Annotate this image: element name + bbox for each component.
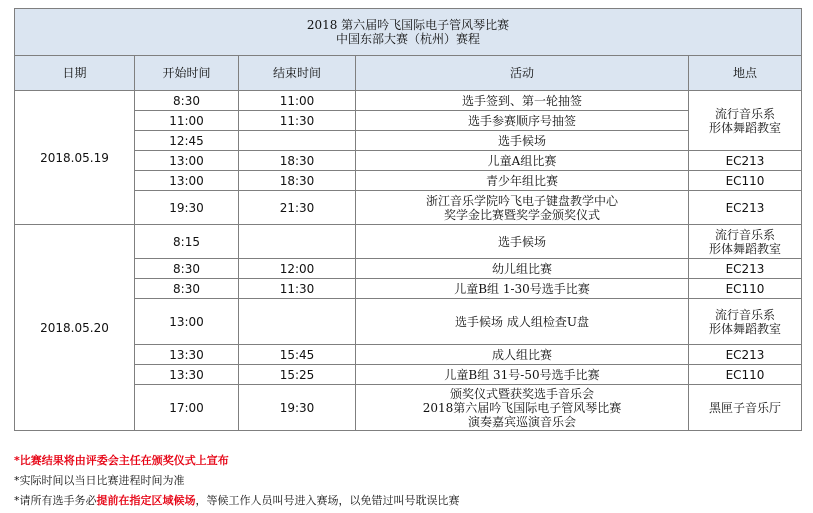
- title-line-2: 中国东部大赛（杭州）赛程: [335, 32, 480, 46]
- activity-line: 幼儿组比赛: [491, 261, 552, 276]
- location-cell: [689, 151, 802, 171]
- note-highlight: 提前在指定区域候场: [96, 494, 196, 507]
- location-line: 流行音乐系: [714, 106, 775, 121]
- activity-line: 儿童B组 1-30号选手比赛: [454, 281, 590, 296]
- title-line-1: 2018 第六届吟飞国际电子管风琴比赛: [306, 18, 510, 32]
- note-line: [14, 451, 804, 471]
- location-cell: [689, 259, 802, 279]
- location-line: 黑匣子音乐厅: [708, 400, 781, 415]
- location-line: EC110: [725, 173, 765, 188]
- activity-cell: [356, 111, 689, 131]
- activity-line: 演奏嘉宾巡演音乐会: [467, 414, 576, 429]
- location-cell: [689, 171, 802, 191]
- location-line: EC213: [725, 261, 765, 276]
- activity-line: 儿童B组 31号-50号选手比赛: [444, 367, 600, 382]
- end-time-cell: 18:30: [239, 171, 356, 191]
- activity-cell: [356, 345, 689, 365]
- table-row: [15, 225, 802, 259]
- location-cell: [689, 365, 802, 385]
- activity-line: 浙江音乐学院吟飞电子键盘教学中心: [425, 193, 618, 208]
- activity-line: 选手候场 成人组检查U盘: [455, 314, 589, 329]
- location-line: 形体舞蹈教室: [708, 120, 781, 135]
- start-time-cell: 12:45: [135, 131, 239, 151]
- location-line: 流行音乐系: [714, 227, 775, 242]
- header-end-time: 结束时间: [239, 56, 356, 91]
- location-line: EC213: [725, 347, 765, 362]
- activity-cell: [356, 151, 689, 171]
- end-time-cell: 15:25: [239, 365, 356, 385]
- note-text: ，等候工作人员叫号进入赛场，以免错过叫号耽误比赛: [195, 494, 460, 507]
- activity-cell: [356, 299, 689, 345]
- table-row: [15, 91, 802, 111]
- header-row: [15, 56, 802, 91]
- start-time-cell: 13:30: [135, 345, 239, 365]
- activity-line: 选手候场: [497, 133, 546, 148]
- note-text: *请所有选手务必: [14, 494, 97, 507]
- activity-cell: [356, 131, 689, 151]
- schedule-table: [14, 8, 802, 431]
- start-time-cell: 8:30: [135, 279, 239, 299]
- location-cell: [689, 299, 802, 345]
- header-date: 日期: [15, 56, 135, 91]
- activity-line: 2018第六届吟飞国际电子管风琴比赛: [422, 400, 622, 415]
- start-time-cell: 8:30: [135, 259, 239, 279]
- end-time-cell: 18:30: [239, 151, 356, 171]
- location-line: EC110: [725, 367, 765, 382]
- date-cell: 2018.05.20: [15, 225, 135, 431]
- start-time-cell: 13:00: [135, 171, 239, 191]
- note-text: *实际时间以当日比赛进程时间为准: [14, 474, 185, 487]
- start-time-cell: 11:00: [135, 111, 239, 131]
- end-time-cell: 21:30: [239, 191, 356, 225]
- end-time-cell: 15:45: [239, 345, 356, 365]
- location-line: 形体舞蹈教室: [708, 241, 781, 256]
- location-cell: [689, 279, 802, 299]
- activity-line: 奖学金比赛暨奖学金颁奖仪式: [443, 207, 600, 222]
- note-highlight: *比赛结果将由评委会主任在颁奖仪式上宣布: [14, 454, 229, 467]
- notes-section: [14, 451, 804, 511]
- note-line: [14, 471, 804, 491]
- header-activity: 活动: [356, 56, 689, 91]
- start-time-cell: 13:00: [135, 151, 239, 171]
- location-line: EC213: [725, 153, 765, 168]
- end-time-cell: 11:30: [239, 111, 356, 131]
- activity-cell: [356, 225, 689, 259]
- header-start-time: 开始时间: [135, 56, 239, 91]
- schedule-body: [15, 91, 802, 431]
- start-time-cell: 13:00: [135, 299, 239, 345]
- end-time-cell: [239, 131, 356, 151]
- location-line: EC110: [725, 281, 765, 296]
- activity-cell: [356, 191, 689, 225]
- location-cell: [689, 345, 802, 365]
- date-cell: 2018.05.19: [15, 91, 135, 225]
- activity-line: 选手候场: [497, 234, 546, 249]
- activity-cell: [356, 385, 689, 431]
- location-cell: [689, 385, 802, 431]
- start-time-cell: 8:30: [135, 91, 239, 111]
- header-location: 地点: [689, 56, 802, 91]
- schedule-title: [15, 9, 802, 56]
- activity-line: 选手签到、第一轮抽签: [461, 93, 582, 108]
- end-time-cell: 19:30: [239, 385, 356, 431]
- activity-line: 成人组比赛: [491, 347, 552, 362]
- end-time-cell: 12:00: [239, 259, 356, 279]
- start-time-cell: 13:30: [135, 365, 239, 385]
- activity-line: 选手参赛顺序号抽签: [467, 113, 576, 128]
- activity-cell: [356, 365, 689, 385]
- location-cell: [689, 225, 802, 259]
- end-time-cell: [239, 225, 356, 259]
- note-line: [14, 491, 804, 511]
- activity-line: 青少年组比赛: [485, 173, 558, 188]
- end-time-cell: 11:30: [239, 279, 356, 299]
- end-time-cell: [239, 299, 356, 345]
- location-cell: [689, 91, 802, 151]
- end-time-cell: 11:00: [239, 91, 356, 111]
- activity-line: 儿童A组比赛: [487, 153, 557, 168]
- activity-cell: [356, 171, 689, 191]
- activity-cell: [356, 259, 689, 279]
- activity-cell: [356, 279, 689, 299]
- location-cell: [689, 191, 802, 225]
- location-line: EC213: [725, 200, 765, 215]
- activity-line: 颁奖仪式暨获奖选手音乐会: [449, 386, 594, 401]
- start-time-cell: 19:30: [135, 191, 239, 225]
- location-line: 形体舞蹈教室: [708, 321, 781, 336]
- location-line: 流行音乐系: [714, 307, 775, 322]
- start-time-cell: 8:15: [135, 225, 239, 259]
- start-time-cell: 17:00: [135, 385, 239, 431]
- activity-cell: [356, 91, 689, 111]
